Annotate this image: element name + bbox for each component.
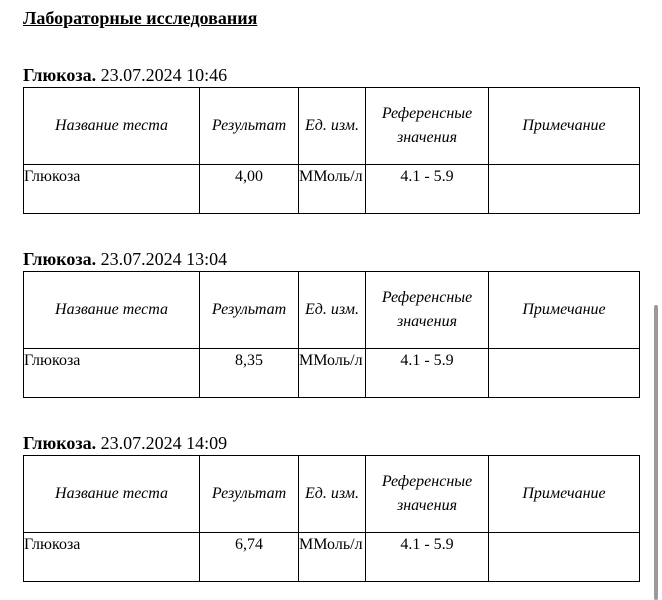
cell-result: 6,74 <box>200 533 299 582</box>
section-timestamp: 23.07.2024 14:09 <box>100 433 228 453</box>
cell-test-name: Глюкоза <box>24 349 200 398</box>
cell-note <box>489 165 640 214</box>
cell-unit: ММоль/л <box>299 165 366 214</box>
header-result: Результат <box>200 88 299 165</box>
cell-reference: 4.1 - 5.9 <box>366 165 489 214</box>
header-unit: Ед. изм. <box>299 456 366 533</box>
results-table <box>23 271 640 398</box>
table-row <box>24 165 640 214</box>
cell-unit: ММоль/л <box>299 533 366 582</box>
section-title <box>23 64 639 86</box>
vertical-scrollbar[interactable] <box>654 305 658 600</box>
table-header-row <box>24 456 640 533</box>
table-row <box>24 349 640 398</box>
lab-section <box>23 248 639 398</box>
results-table <box>23 455 640 582</box>
table-header-row <box>24 88 640 165</box>
header-test-name: Название теста <box>24 456 200 533</box>
header-note: Примечание <box>489 456 640 533</box>
header-unit: Ед. изм. <box>299 88 366 165</box>
header-reference: Референсные значения <box>366 272 489 349</box>
cell-unit: ММоль/л <box>299 349 366 398</box>
section-title <box>23 248 639 270</box>
header-note: Примечание <box>489 272 640 349</box>
section-timestamp: 23.07.2024 10:46 <box>100 65 228 85</box>
header-unit: Ед. изм. <box>299 272 366 349</box>
table-row <box>24 533 640 582</box>
header-test-name: Название теста <box>24 272 200 349</box>
section-timestamp: 23.07.2024 13:04 <box>100 249 228 269</box>
header-result: Результат <box>200 456 299 533</box>
section-title <box>23 432 639 454</box>
cell-result: 4,00 <box>200 165 299 214</box>
header-reference: Референсные значения <box>366 88 489 165</box>
header-test-name: Название теста <box>24 88 200 165</box>
results-table <box>23 87 640 214</box>
cell-reference: 4.1 - 5.9 <box>366 349 489 398</box>
section-test-label: Глюкоза. <box>23 249 97 269</box>
header-note: Примечание <box>489 88 640 165</box>
lab-section <box>23 64 639 214</box>
cell-test-name: Глюкоза <box>24 165 200 214</box>
section-test-label: Глюкоза. <box>23 433 97 453</box>
lab-section <box>23 432 639 582</box>
cell-result: 8,35 <box>200 349 299 398</box>
section-test-label: Глюкоза. <box>23 65 97 85</box>
page-title: Лабораторные исследования <box>23 8 258 28</box>
cell-reference: 4.1 - 5.9 <box>366 533 489 582</box>
header-reference: Референсные значения <box>366 456 489 533</box>
cell-test-name: Глюкоза <box>24 533 200 582</box>
cell-note <box>489 349 640 398</box>
header-result: Результат <box>200 272 299 349</box>
table-header-row <box>24 272 640 349</box>
cell-note <box>489 533 640 582</box>
